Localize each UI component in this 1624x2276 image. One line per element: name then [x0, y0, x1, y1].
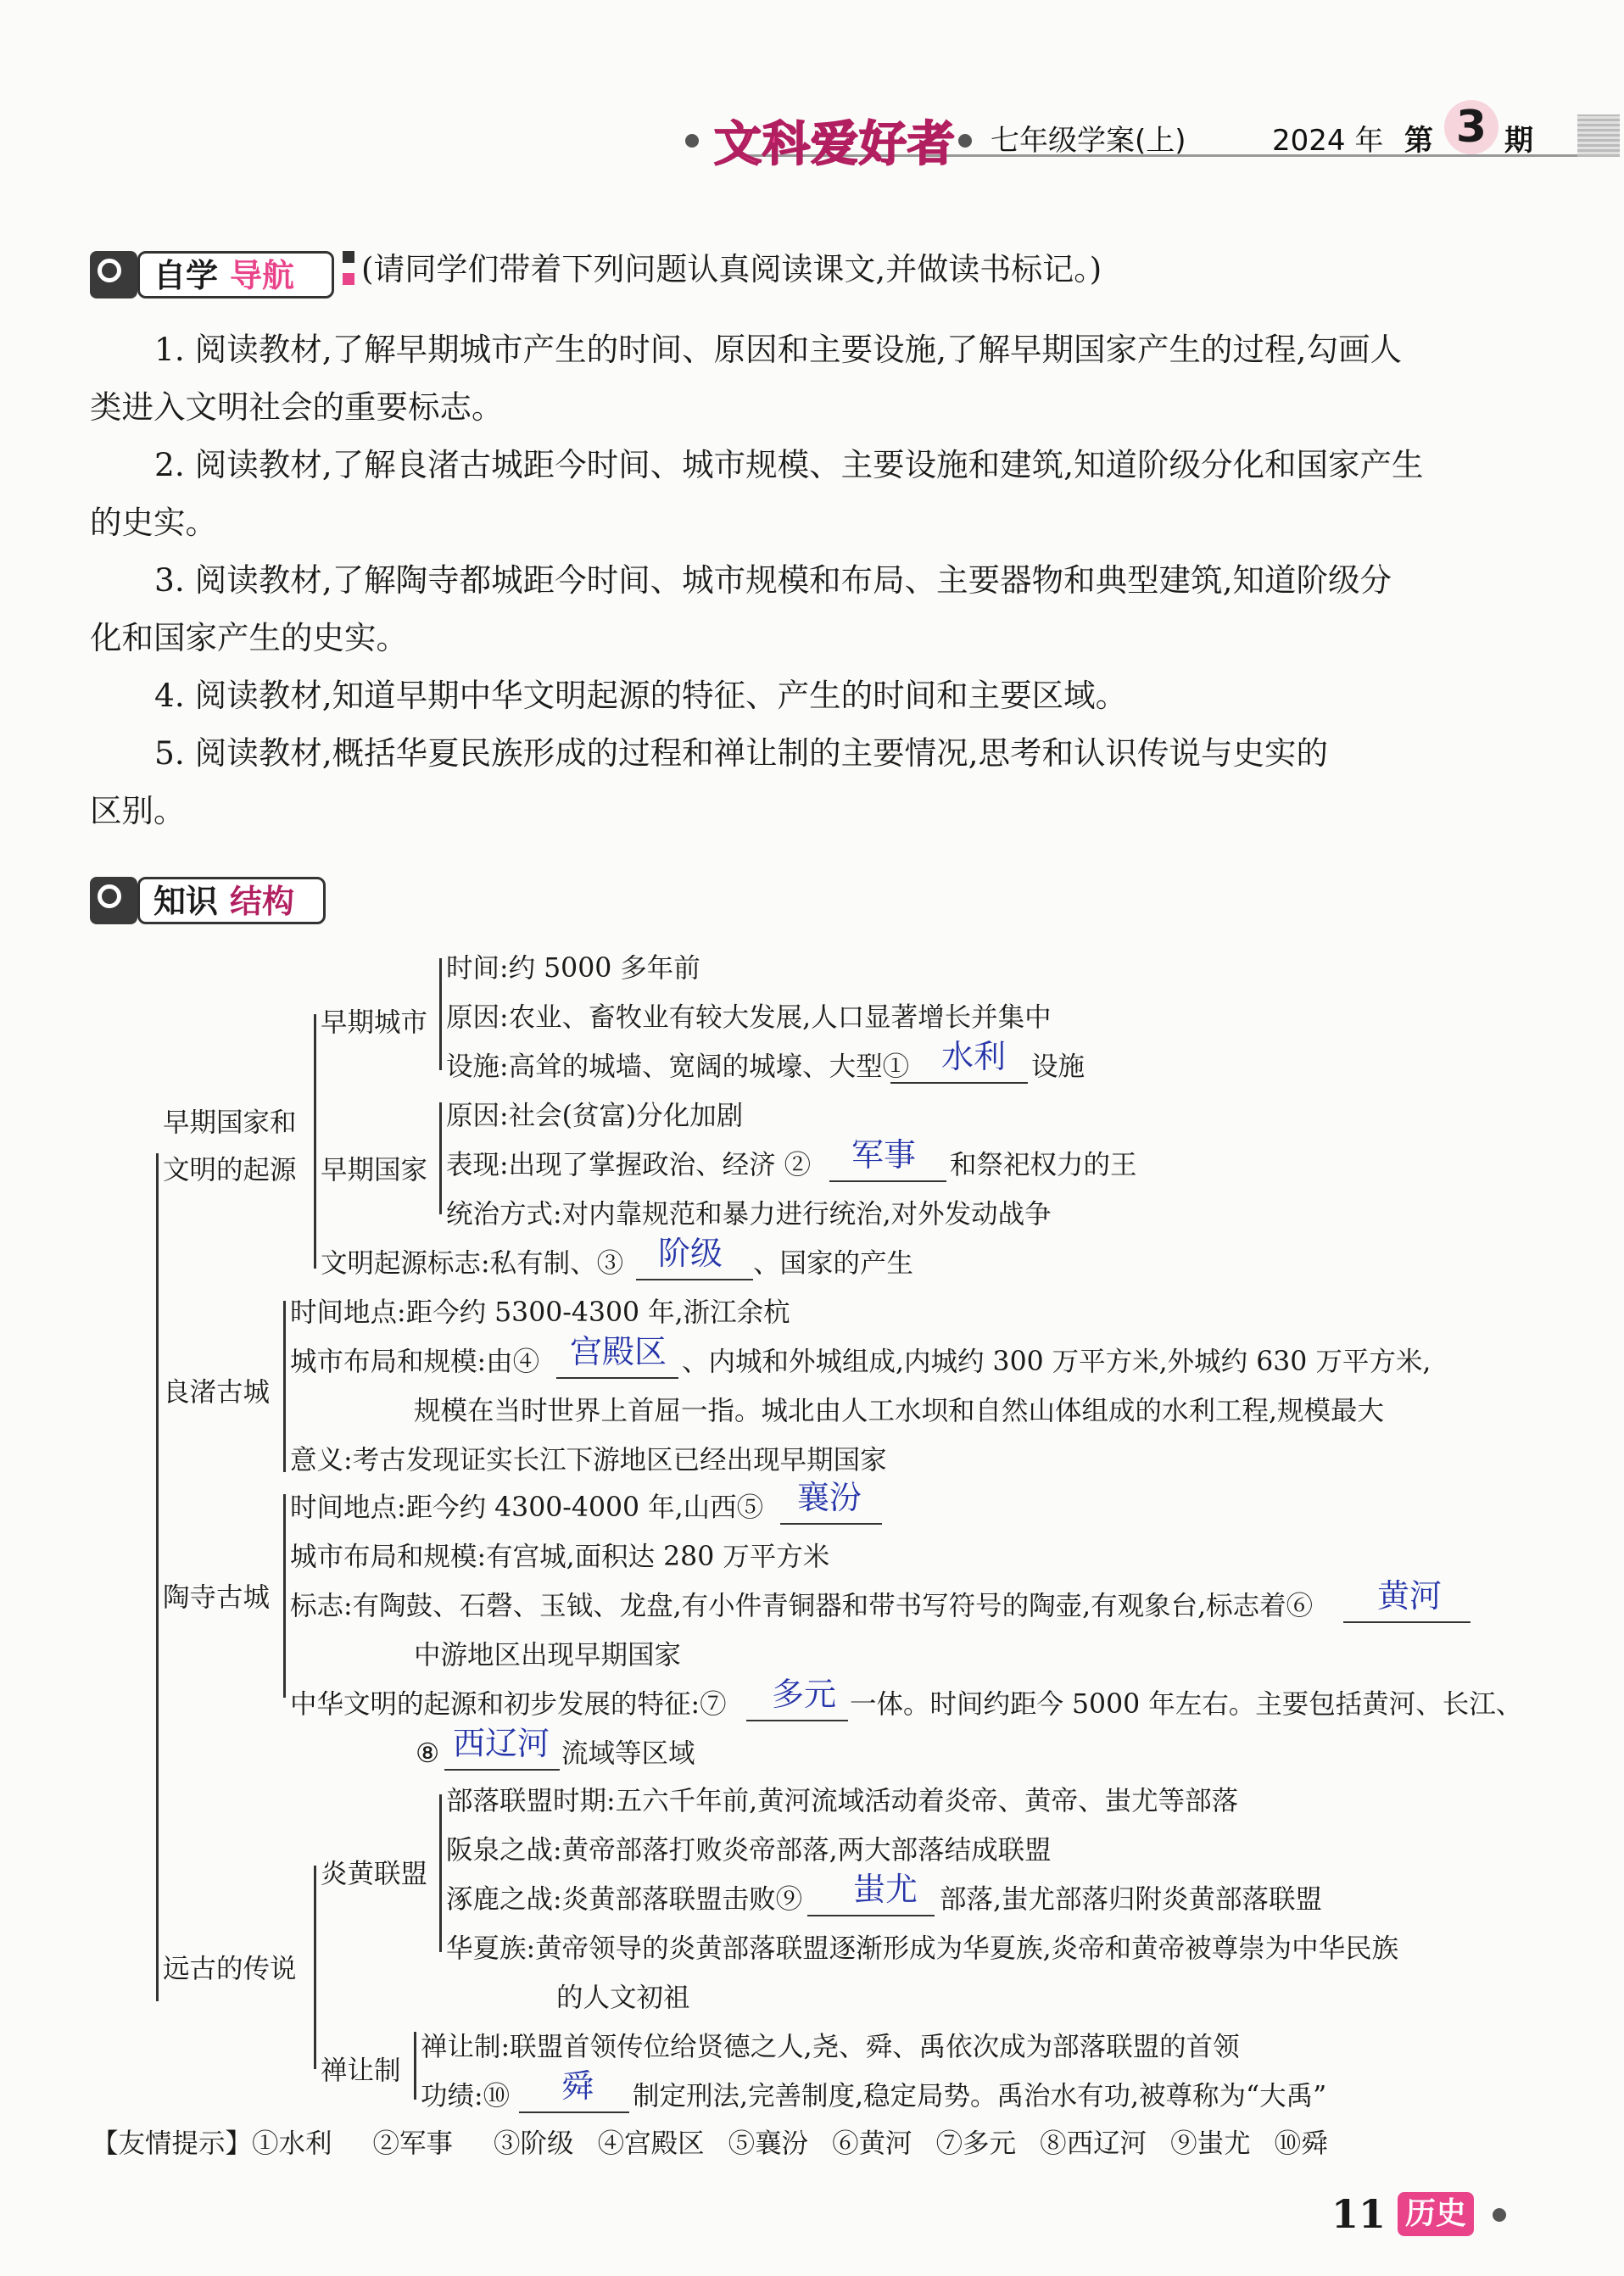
main-bracket — [156, 1153, 159, 2001]
line: 部落联盟时期:五六千年前,黄河流域活动着炎帝、黄帝、蚩尤等部落 — [446, 1786, 1239, 1816]
issue-prefix: 第 — [1404, 124, 1433, 158]
group-label: 陶寺古城 — [163, 1582, 271, 1613]
line: 意义:考古发现证实长江下游地区已经出现早期国家 — [290, 1445, 887, 1475]
bracket — [439, 1794, 442, 1952]
answer: 西辽河 — [453, 1725, 550, 1762]
hint-item: ⑦多元 — [935, 2128, 1017, 2159]
subject-tag: 历史 — [1398, 2192, 1474, 2236]
hint-item: ①水利 — [252, 2128, 332, 2159]
hint-item: ⑤襄汾 — [728, 2128, 809, 2159]
line: 制定刑法,完善制度,稳定局势。禹治水有功,被尊称为“大禹” — [633, 2081, 1327, 2111]
answer: 蚩尤 — [853, 1871, 918, 1908]
knowledge-title — [137, 877, 326, 924]
line: 原因:社会(贫富)分化加剧 — [446, 1101, 744, 1131]
sub-label: 早期国家 — [321, 1155, 428, 1185]
blank-underline — [519, 2111, 629, 2113]
item-line: 类进入文明社会的重要标志。 — [90, 388, 504, 426]
item-line: 5. 阅读教材,概括华夏民族形成的过程和禅让制的主要情况,思考和认识传说与史实的 — [154, 734, 1329, 772]
blank-underline — [1343, 1621, 1471, 1623]
self-study-title-b: 导航 — [230, 257, 295, 294]
line: 统治方式:对内靠规范和暴力进行统治,对外发动战争 — [446, 1199, 1052, 1230]
item-line: 4. 阅读教材,知道早期中华文明起源的特征、产生的时间和主要区域。 — [154, 677, 1128, 714]
line: 部落,蚩尤部落归附炎黄部落联盟 — [940, 1884, 1323, 1915]
group-label: 文明的起源 — [163, 1155, 297, 1185]
hint-item: ④宫殿区 — [597, 2128, 705, 2159]
answer: 宫殿区 — [570, 1333, 667, 1370]
line: 时间地点:距今约 4300-4000 年,山西⑤ — [290, 1492, 764, 1523]
blank-underline — [829, 1180, 946, 1182]
hint-item: ②军事 — [372, 2128, 454, 2159]
line: 标志:有陶鼓、石磬、玉钺、龙盘,有小件青铜器和带书写符号的陶壶,有观象台,标志着⑥ — [290, 1591, 1314, 1621]
issue-suffix: 期 — [1504, 124, 1533, 158]
course-title: 七年级学案(上) — [991, 124, 1186, 158]
item-line: 的史实。 — [90, 504, 217, 541]
sub-label: 炎黄联盟 — [321, 1859, 428, 1889]
item-line: 3. 阅读教材,了解陶寺都城距今时间、城市规模和布局、主要器物和典型建筑,知道阶级分 — [154, 561, 1392, 599]
line: 中游地区出现早期国家 — [414, 1640, 682, 1671]
bracket — [283, 1301, 286, 1472]
bracket — [314, 1866, 316, 2069]
line: 文明起源标志:私有制、③ — [321, 1248, 624, 1279]
line: 原因:农业、畜牧业有较大发展,人口显著增长并集中 — [446, 1002, 1052, 1033]
line: ⑧ — [416, 1738, 440, 1769]
sub-label: 禅让制 — [321, 2056, 401, 2086]
answer: 襄汾 — [797, 1479, 862, 1516]
line: 规模在当时世界上首屈一指。城北由人工水坝和自然山体组成的水利工程,规模最大 — [414, 1396, 1385, 1426]
line: 流域等区域 — [561, 1738, 695, 1769]
line: 功绩:⑩ — [421, 2081, 511, 2111]
self-study-title-a: 自学 — [153, 257, 219, 294]
blank-underline — [746, 1720, 848, 1721]
line: 华夏族:黄帝领导的炎黄部落联盟逐渐形成为华夏族,炎帝和黄帝被尊崇为中华民族 — [446, 1933, 1399, 1964]
line: 的人文初祖 — [556, 1983, 690, 2013]
bracket — [414, 2032, 416, 2100]
sub-label: 早期城市 — [321, 1007, 428, 1038]
group-label: 早期国家和 — [163, 1107, 297, 1138]
knowledge-title-a: 知识 — [153, 883, 219, 920]
hint-item: ③阶级 — [494, 2128, 574, 2159]
line: 时间地点:距今约 5300-4300 年,浙江余杭 — [290, 1297, 790, 1328]
answer: 黄河 — [1377, 1577, 1443, 1615]
corner-decoration — [1577, 114, 1620, 157]
magazine-title: 文科爱好者 — [714, 117, 956, 172]
bracket — [283, 1494, 286, 1698]
line: 时间:约 5000 多年前 — [446, 953, 700, 984]
footer-dot-icon — [1493, 2208, 1506, 2222]
item-line: 1. 阅读教材,了解早期城市产生的时间、原因和主要设施,了解早期国家产生的过程,勾画人 — [154, 331, 1402, 368]
item-line: 区别。 — [90, 792, 186, 829]
decor-square — [343, 273, 354, 285]
bracket — [439, 958, 442, 1070]
self-study-icon — [90, 251, 137, 298]
decor-square — [343, 251, 354, 263]
knowledge-title-b: 结构 — [230, 883, 295, 920]
blank-underline — [636, 1279, 753, 1280]
answer: 舜 — [561, 2067, 594, 2105]
blank-underline — [780, 1523, 882, 1525]
line: 设施 — [1031, 1052, 1085, 1082]
answer: 水利 — [941, 1038, 1007, 1075]
group-label: 良渚古城 — [163, 1377, 271, 1408]
line: 中华文明的起源和初步发展的特征:⑦ — [290, 1689, 727, 1720]
line: 和祭祀权力的王 — [950, 1150, 1137, 1180]
self-study-title — [137, 251, 334, 298]
line: 禅让制:联盟首领传位给贤德之人,尧、舜、禹依次成为部落联盟的首领 — [421, 2032, 1240, 2062]
answer: 阶级 — [658, 1235, 723, 1272]
hint-line — [92, 2127, 1328, 2161]
line: 涿鹿之战:炎黄部落联盟击败⑨ — [446, 1884, 803, 1915]
item-line: 2. 阅读教材,了解良渚古城距今时间、城市规模、主要设施和建筑,知道阶级分化和国家产生 — [154, 446, 1424, 483]
page-number: 11 — [1331, 2191, 1387, 2237]
hint-item: ⑧西辽河 — [1040, 2128, 1147, 2159]
line: 表现:出现了掌握政治、经济 ② — [446, 1150, 812, 1180]
header-dot-icon — [685, 134, 699, 148]
line: 一体。时间约距今 5000 年左右。主要包括黄河、长江、 — [850, 1689, 1523, 1720]
group-label: 远古的传说 — [163, 1954, 297, 1984]
blank-underline — [444, 1769, 560, 1771]
header-dot-icon — [958, 134, 972, 148]
bracket — [439, 1102, 442, 1214]
answer: 多元 — [772, 1676, 837, 1713]
hint-item: ⑨蚩尤 — [1170, 2128, 1251, 2159]
issue-number: 3 — [1455, 102, 1487, 153]
line: 设施:高耸的城墙、宽阔的城壕、大型① — [446, 1052, 910, 1082]
hint-label: 【友情提示】 — [92, 2128, 253, 2159]
answer: 军事 — [851, 1136, 917, 1174]
year-label: 2024 年 — [1272, 124, 1384, 158]
line: 城市布局和规模:有宫城,面积达 280 万平方米 — [290, 1542, 830, 1572]
hint-item: ⑩舜 — [1274, 2128, 1328, 2159]
line: 城市布局和规模:由④ — [290, 1347, 540, 1377]
blank-underline — [890, 1082, 1028, 1084]
line: 阪泉之战:黄帝部落打败炎帝部落,两大部落结成联盟 — [446, 1835, 1052, 1866]
hint-item: ⑥黄河 — [832, 2128, 912, 2159]
instruction-text: (请同学们带着下列问题认真阅读课文,并做读书标记。) — [361, 251, 1102, 287]
blank-underline — [556, 1377, 678, 1379]
knowledge-icon — [90, 877, 137, 924]
blank-underline — [807, 1915, 935, 1916]
line: 、国家的产生 — [753, 1248, 914, 1279]
item-line: 化和国家产生的史实。 — [90, 619, 408, 656]
line: 、内城和外城组成,内城约 300 万平方米,外城约 630 万平方米, — [682, 1347, 1431, 1377]
bracket — [314, 1014, 316, 1269]
